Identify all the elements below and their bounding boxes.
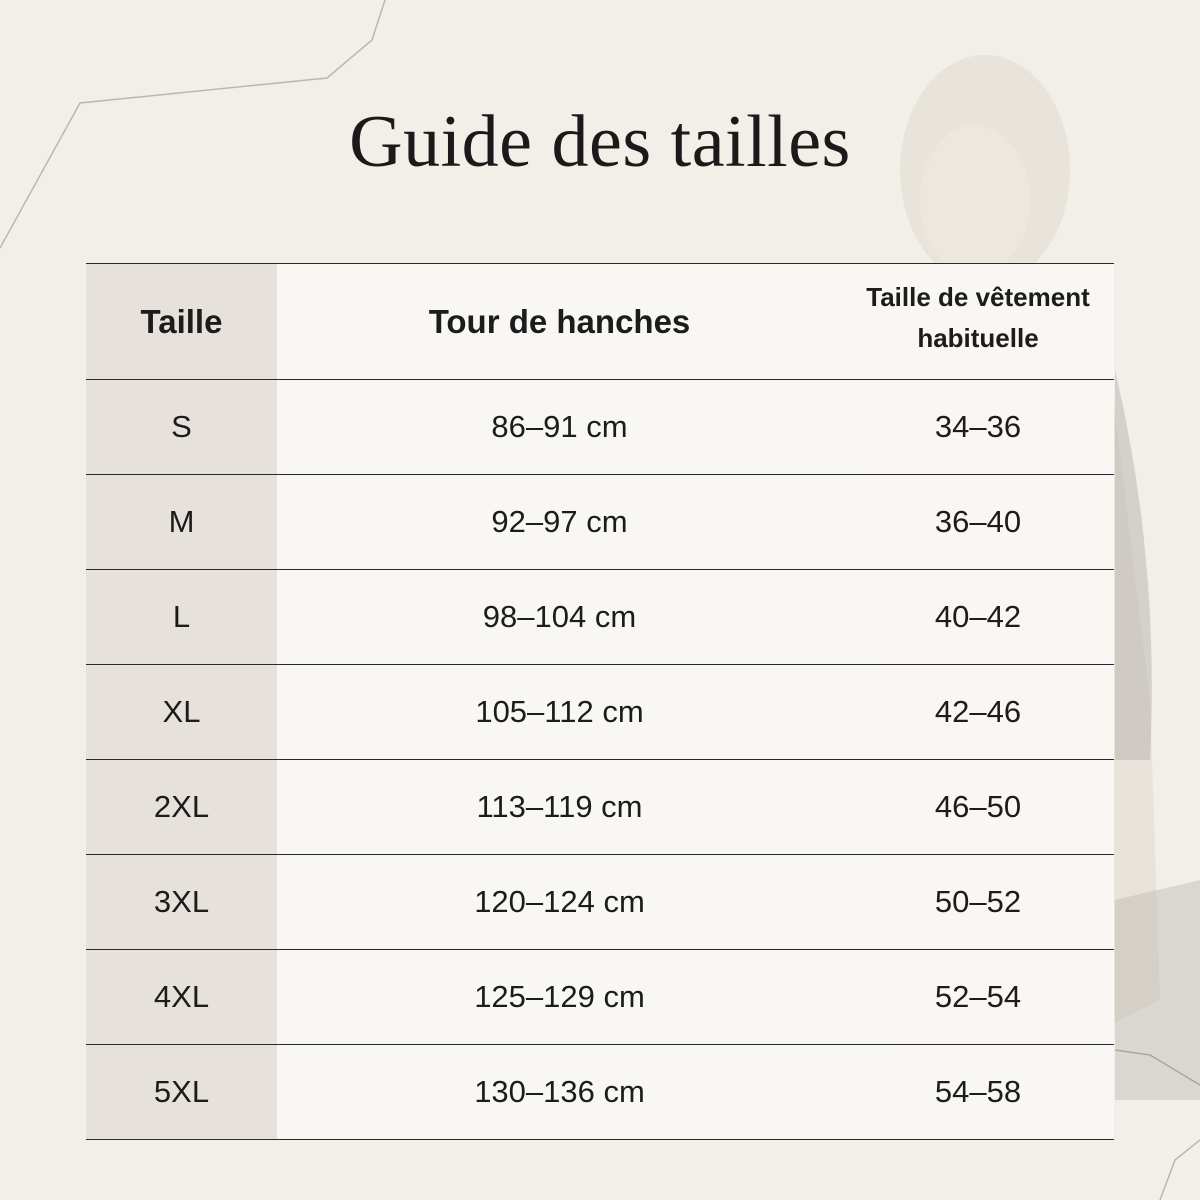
table-row bbox=[86, 760, 1114, 855]
table-row bbox=[86, 855, 1114, 950]
table-row bbox=[86, 1045, 1114, 1140]
size-cell: M bbox=[86, 475, 277, 569]
hip-cell: 86–91 cm bbox=[491, 409, 628, 444]
size-cell: 5XL bbox=[86, 1045, 277, 1139]
table-row bbox=[86, 950, 1114, 1045]
clothing-size-cell: 34–36 bbox=[934, 409, 1022, 444]
size-table bbox=[86, 263, 1114, 1140]
clothing-size-cell: 42–46 bbox=[934, 694, 1022, 729]
hip-cell: 98–104 cm bbox=[482, 599, 637, 634]
clothing-size-cell: 54–58 bbox=[934, 1074, 1022, 1109]
size-cell: L bbox=[86, 570, 277, 664]
header-hip-circumference: Tour de hanches bbox=[428, 302, 691, 340]
clothing-size-cell: 52–54 bbox=[934, 979, 1022, 1014]
size-cell: 3XL bbox=[86, 855, 277, 949]
header-size: Taille bbox=[86, 264, 277, 379]
hip-cell: 92–97 cm bbox=[491, 504, 628, 539]
table-row bbox=[86, 475, 1114, 570]
size-cell: XL bbox=[86, 665, 277, 759]
decorative-line-bottom bbox=[1160, 1140, 1200, 1200]
size-cell: S bbox=[86, 380, 277, 474]
size-cell: 2XL bbox=[86, 760, 277, 854]
header-usual-clothing-size: Taille de vêtement habituelle bbox=[866, 281, 1090, 353]
clothing-size-cell: 46–50 bbox=[934, 789, 1022, 824]
table-row bbox=[86, 570, 1114, 665]
hip-cell: 113–119 cm bbox=[476, 789, 643, 824]
clothing-size-cell: 36–40 bbox=[934, 504, 1022, 539]
table-row bbox=[86, 380, 1114, 475]
clothing-size-cell: 40–42 bbox=[934, 599, 1022, 634]
hip-cell: 105–112 cm bbox=[475, 694, 644, 729]
table-header-row bbox=[86, 264, 1114, 380]
hip-cell: 120–124 cm bbox=[474, 884, 645, 919]
hip-cell: 130–136 cm bbox=[474, 1074, 645, 1109]
clothing-size-cell: 50–52 bbox=[934, 884, 1022, 919]
hip-cell: 125–129 cm bbox=[474, 979, 645, 1014]
page-title: Guide des tailles bbox=[349, 101, 851, 183]
size-cell: 4XL bbox=[86, 950, 277, 1044]
table-row bbox=[86, 665, 1114, 760]
